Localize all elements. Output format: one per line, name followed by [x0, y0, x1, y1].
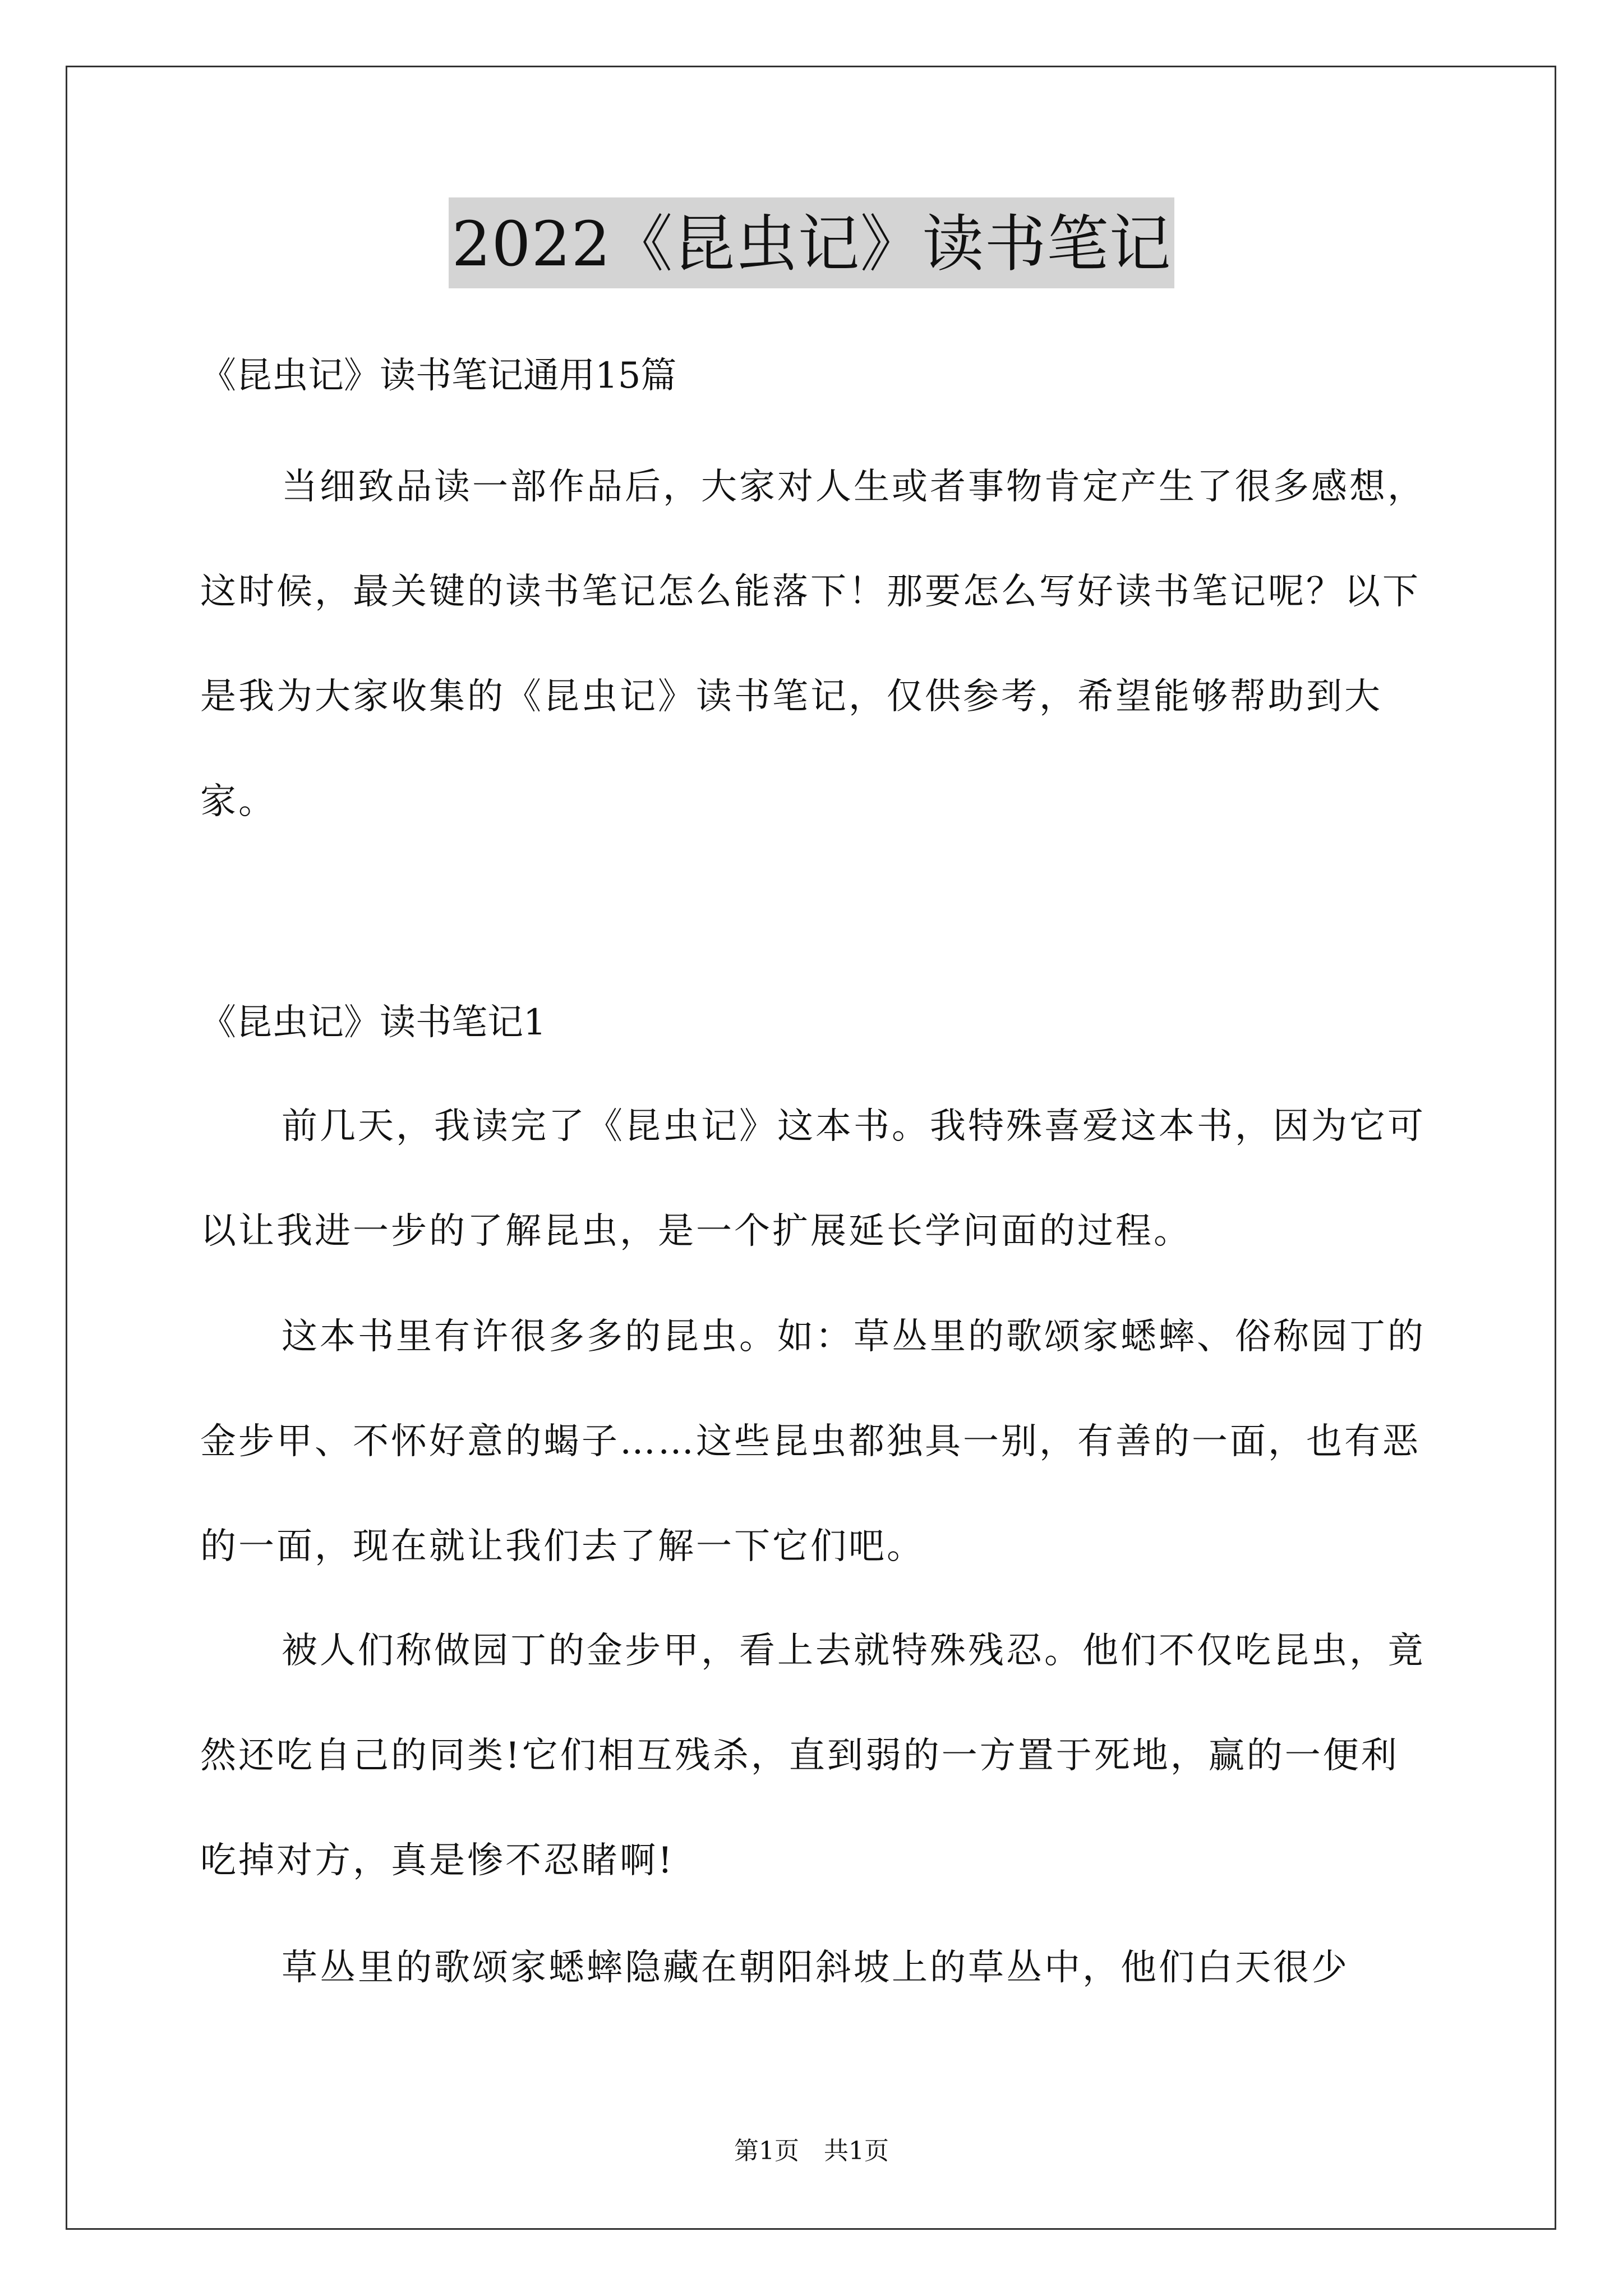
body-paragraph: 这本书里有许很多多的昆虫。如：草丛里的歌颂家蟋蟀、俗称园丁的金步甲、不怀好意的蝎子……这些昆虫都独具一别，有善的一面，也有恶的一面，现在就让我们去了解一下它们吧。 — [200, 1316, 1426, 1567]
document-subtitle: 《昆虫记》读书笔记通用15篇 — [200, 355, 677, 397]
document-title: 2022《昆虫记》读书笔记 — [449, 197, 1175, 288]
body-paragraph: 被人们称做园丁的金步甲，看上去就特殊残忍。他们不仅吃昆虫，竟然还吃自己的同类!它们相互残杀，直到弱的一方置于死地，赢的一便利吃掉对方，真是惨不忍睹啊! — [200, 1630, 1426, 1881]
page-footer: 第1页 共1页 — [734, 2137, 889, 2165]
section-heading: 《昆虫记》读书笔记1 — [200, 1002, 546, 1043]
body-paragraph: 前几天，我读完了《昆虫记》这本书。我特殊喜爱这本书，因为它可以让我进一步的了解昆虫，是一个扩展延长学问面的过程。 — [200, 1106, 1426, 1252]
intro-paragraph: 当细致品读一部作品后，大家对人生或者事物肯定产生了很多感想，这时候，最关键的读书笔记怎么能落下！那要怎么写好读书笔记呢？以下是我为大家收集的《昆虫记》读书笔记，仅供参考，希望能够帮助到大家。 — [200, 466, 1426, 822]
body-paragraph: 草丛里的歌颂家蟋蟀隐藏在朝阳斜坡上的草丛中，他们白天很少 — [282, 1947, 1349, 1989]
title-container — [0, 197, 1623, 288]
